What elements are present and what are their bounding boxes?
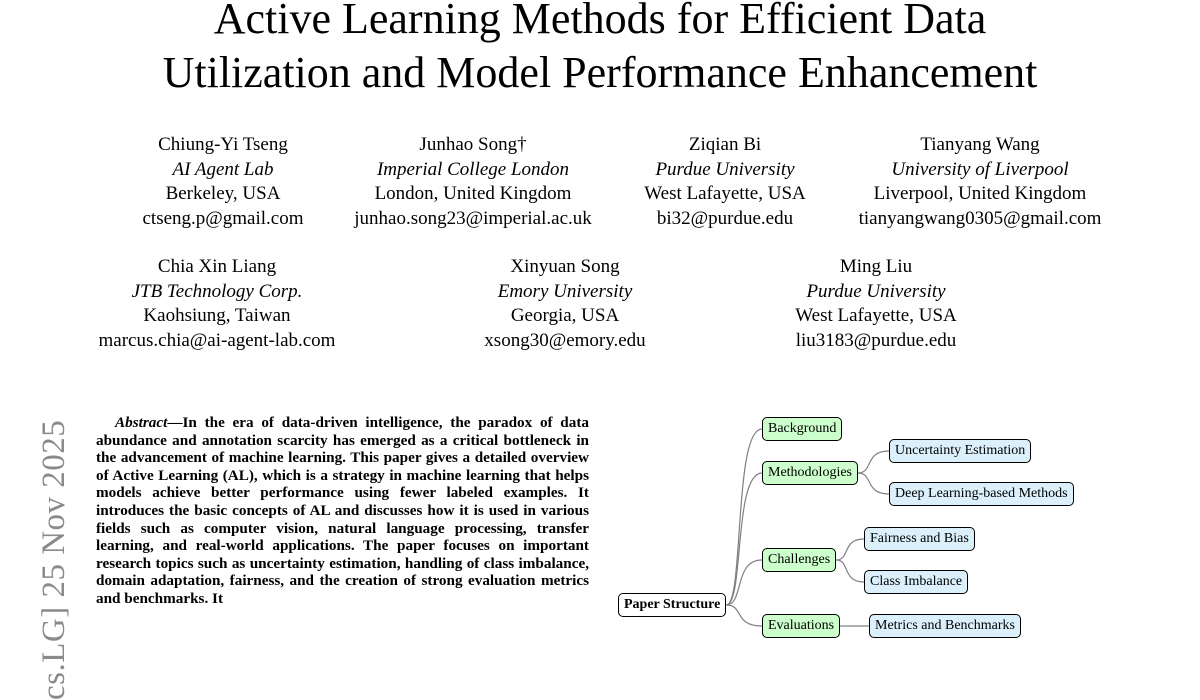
author-name: Ming Liu [839,256,913,277]
author-location: West Lafayette, USA [644,183,806,204]
author-location: Kaohsiung, Taiwan [143,305,291,326]
author-email: junhao.song23@imperial.ac.uk [354,207,592,229]
abstract-label: Abstract [115,414,168,431]
author-name: Ziqian Bi [688,134,762,155]
tree-node-fairness-and-bias: Fairness and Bias [864,527,975,551]
author-affiliation: Imperial College London [376,158,570,180]
title-line-1: Active Learning Methods for Efficient Data [213,0,987,43]
author-affiliation: JTB Technology Corp. [131,280,303,302]
edge-challenges-imbalance [836,560,864,582]
author-location: Georgia, USA [510,305,620,326]
author-email: xsong30@emory.edu [484,329,646,351]
tree-node-metrics-and-benchmarks: Metrics and Benchmarks [869,614,1021,638]
author-name: Chiung-Yi Tseng [158,134,288,155]
author-name: Junhao Song† [419,134,527,155]
author-affiliation: Purdue University [655,158,795,180]
author-email: liu3183@purdue.edu [795,329,957,351]
author-location: London, United Kingdom [374,183,572,204]
tree-node-background: Background [762,417,842,441]
tree-node-challenges: Challenges [762,548,836,572]
author-email: marcus.chia@ai-agent-lab.com [98,329,336,351]
tree-node-root: Paper Structure [618,593,726,617]
edge-root-background [726,429,762,605]
author-location: West Lafayette, USA [795,305,957,326]
author-affiliation: University of Liverpool [891,158,1069,180]
title-line-2: Utilization and Model Performance Enhancement [162,48,1038,97]
edge-root-evaluations [726,605,762,626]
author-name: Tianyang Wang [920,134,1040,155]
author-email: tianyangwang0305@gmail.com [858,207,1102,229]
edge-methodologies-deep-learning [858,473,889,494]
tree-node-evaluations: Evaluations [762,614,840,638]
author-name: Xinyuan Song [510,256,620,277]
author-affiliation: Purdue University [806,280,946,302]
edge-root-methodologies [726,473,762,605]
tree-node-class-imbalance: Class Imbalance [864,570,968,594]
tree-node-methodologies: Methodologies [762,461,858,485]
author-email: ctseng.p@gmail.com [142,207,304,229]
edge-challenges-fairness [836,539,864,560]
author-location: Liverpool, United Kingdom [873,183,1087,204]
tree-node-deep-learning-methods: Deep Learning-based Methods [889,482,1074,506]
tree-node-uncertainty-estimation: Uncertainty Estimation [889,439,1031,463]
abstract-text: —In the era of data-driven intelligence, the paradox of data abundance and annotation scarcity has emerged as a critical bottleneck in the advancement of machine learning. This paper gives a detailed overview of Active Learning (AL), which is a strategy in machine learning that helps models achieve better performance using fewer labeled examples. It introduces the basic concepts of AL and discusses how it is used in various fields such as computer vision, natural language processing, transfer learning, and real-world applications. The paper focuses on important research topics such as uncertainty estimation, handling of class imbalance, domain adaptation, fairness, and the creation of strong evaluation metrics and benchmarks. It [96,414,589,607]
author-affiliation: AI Agent Lab [172,158,274,180]
author-affiliation: Emory University [497,280,633,302]
arxiv-stamp: cs.LG] 25 Nov 2025 [36,419,72,700]
author-name: Chia Xin Liang [157,256,277,277]
author-location: Berkeley, USA [165,183,281,204]
edge-methodologies-uncertainty [858,451,889,473]
author-email: bi32@purdue.edu [656,207,794,229]
